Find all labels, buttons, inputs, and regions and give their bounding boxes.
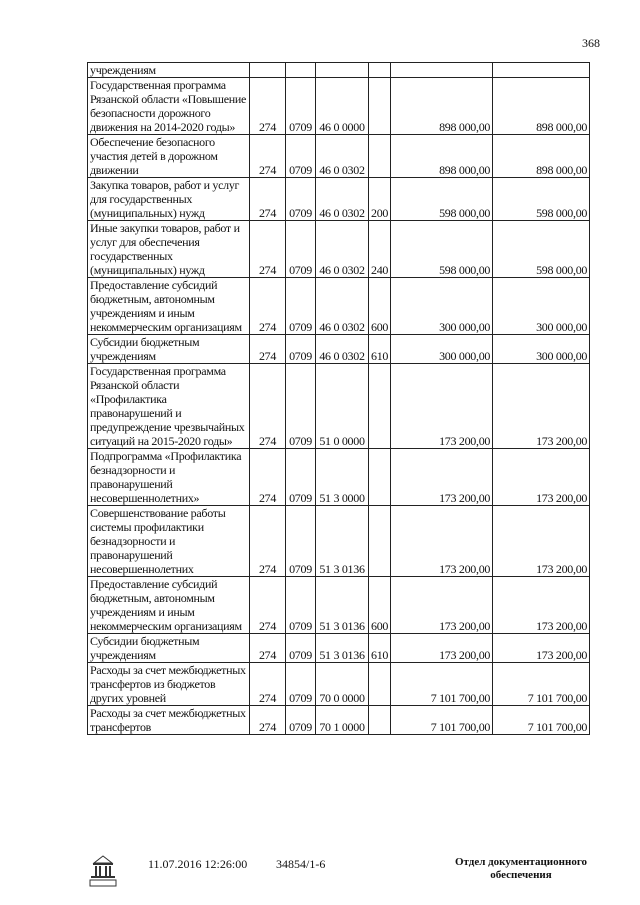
row-amount-1: 300 000,00 xyxy=(391,278,493,335)
row-section-code: 0709 xyxy=(286,506,316,577)
row-expense-type: 200 xyxy=(369,178,391,221)
row-target-code: 46 0 0302 xyxy=(316,221,369,278)
row-section-code: 0709 xyxy=(286,78,316,135)
row-admin-code: 274 xyxy=(250,278,286,335)
row-amount-2: 598 000,00 xyxy=(493,178,590,221)
row-name: Расходы за счет межбюджетных трансфертов из бюджетов других уровней xyxy=(88,663,250,706)
row-target-code: 51 3 0136 xyxy=(316,506,369,577)
row-name: Иные закупки товаров, работ и услуг для обеспечения государственных (муниципальных) нужд xyxy=(88,221,250,278)
row-name: Расходы за счет межбюджетных трансфертов xyxy=(88,706,250,735)
row-target-code: 51 0 0000 xyxy=(316,364,369,449)
row-amount-2: 173 200,00 xyxy=(493,364,590,449)
table-row xyxy=(88,663,590,706)
row-amount-1: 173 200,00 xyxy=(391,634,493,663)
row-amount-1: 7 101 700,00 xyxy=(391,663,493,706)
row-section-code: 0709 xyxy=(286,663,316,706)
row-amount-1: 898 000,00 xyxy=(391,78,493,135)
row-target-code: 46 0 0302 xyxy=(316,178,369,221)
row-admin-code: 274 xyxy=(250,663,286,706)
page-number: 368 xyxy=(582,36,600,50)
row-expense-type xyxy=(369,449,391,506)
row-target-code: 70 0 0000 xyxy=(316,663,369,706)
row-admin-code: 274 xyxy=(250,135,286,178)
row-amount-2: 173 200,00 xyxy=(493,634,590,663)
row-amount-1: 598 000,00 xyxy=(391,178,493,221)
row-target-code xyxy=(316,63,369,78)
row-amount-1: 173 200,00 xyxy=(391,506,493,577)
row-amount-1: 173 200,00 xyxy=(391,449,493,506)
row-name: Субсидии бюджетным учреждениям xyxy=(88,335,250,364)
row-amount-2: 898 000,00 xyxy=(493,135,590,178)
table-row xyxy=(88,63,590,78)
row-amount-1 xyxy=(391,63,493,78)
footer-department-line2: обеспечения xyxy=(490,869,552,881)
table-row xyxy=(88,335,590,364)
row-expense-type: 600 xyxy=(369,577,391,634)
row-name: Предоставление субсидий бюджетным, автономным учреждениям и иным некоммерческим организациям xyxy=(88,577,250,634)
row-amount-2: 7 101 700,00 xyxy=(493,706,590,735)
table-row xyxy=(88,364,590,449)
table-row xyxy=(88,278,590,335)
footer-datetime: 11.07.2016 12:26:00 xyxy=(148,857,248,871)
footer-department-line1: Отдел документационного xyxy=(454,856,588,868)
row-admin-code: 274 xyxy=(250,221,286,278)
row-name: Закупка товаров, работ и услуг для государственных (муниципальных) нужд xyxy=(88,178,250,221)
row-admin-code: 274 xyxy=(250,506,286,577)
row-section-code: 0709 xyxy=(286,449,316,506)
row-target-code: 46 0 0000 xyxy=(316,78,369,135)
page-footer xyxy=(0,854,640,894)
row-section-code: 0709 xyxy=(286,706,316,735)
row-section-code: 0709 xyxy=(286,278,316,335)
table-row xyxy=(88,221,590,278)
row-name: учреждениям xyxy=(88,63,250,78)
row-amount-2: 173 200,00 xyxy=(493,449,590,506)
row-section-code: 0709 xyxy=(286,221,316,278)
table-row xyxy=(88,78,590,135)
row-expense-type xyxy=(369,63,391,78)
row-amount-2: 898 000,00 xyxy=(493,78,590,135)
row-admin-code xyxy=(250,63,286,78)
footer-department xyxy=(436,856,606,882)
table-row xyxy=(88,135,590,178)
row-admin-code: 274 xyxy=(250,634,286,663)
row-admin-code: 274 xyxy=(250,706,286,735)
row-amount-2: 173 200,00 xyxy=(493,506,590,577)
row-target-code: 51 3 0136 xyxy=(316,577,369,634)
row-target-code: 46 0 0302 xyxy=(316,278,369,335)
row-amount-1: 300 000,00 xyxy=(391,335,493,364)
duma-building-icon xyxy=(88,854,118,888)
row-section-code: 0709 xyxy=(286,135,316,178)
row-amount-1: 173 200,00 xyxy=(391,577,493,634)
table-row xyxy=(88,577,590,634)
row-target-code: 70 1 0000 xyxy=(316,706,369,735)
row-expense-type: 600 xyxy=(369,278,391,335)
row-target-code: 51 3 0000 xyxy=(316,449,369,506)
table-row xyxy=(88,706,590,735)
table-row xyxy=(88,449,590,506)
row-section-code: 0709 xyxy=(286,178,316,221)
row-expense-type xyxy=(369,78,391,135)
row-section-code: 0709 xyxy=(286,335,316,364)
row-admin-code: 274 xyxy=(250,577,286,634)
row-name: Обеспечение безопасного участия детей в дорожном движении xyxy=(88,135,250,178)
row-amount-1: 7 101 700,00 xyxy=(391,706,493,735)
row-expense-type: 240 xyxy=(369,221,391,278)
row-expense-type xyxy=(369,135,391,178)
row-expense-type: 610 xyxy=(369,335,391,364)
row-name: Совершенствование работы системы профилактики безнадзорности и правонарушений несовершеннолетних xyxy=(88,506,250,577)
row-name: Государственная программа Рязанской области «Профилактика правонарушений и предупреждение чрезвычайных ситуаций на 2015-2020 годы» xyxy=(88,364,250,449)
row-expense-type xyxy=(369,706,391,735)
footer-doc-number: 34854/1-6 xyxy=(276,857,326,871)
table-row xyxy=(88,178,590,221)
row-admin-code: 274 xyxy=(250,78,286,135)
table-row xyxy=(88,506,590,577)
row-admin-code: 274 xyxy=(250,449,286,506)
row-target-code: 46 0 0302 xyxy=(316,135,369,178)
row-section-code: 0709 xyxy=(286,634,316,663)
row-admin-code: 274 xyxy=(250,364,286,449)
row-expense-type xyxy=(369,506,391,577)
budget-table xyxy=(87,62,590,735)
row-name: Предоставление субсидий бюджетным, автономным учреждениям и иным некоммерческим организациям xyxy=(88,278,250,335)
row-amount-1: 598 000,00 xyxy=(391,221,493,278)
row-section-code: 0709 xyxy=(286,364,316,449)
row-amount-2: 7 101 700,00 xyxy=(493,663,590,706)
row-amount-2: 300 000,00 xyxy=(493,335,590,364)
row-expense-type: 610 xyxy=(369,634,391,663)
row-amount-2: 598 000,00 xyxy=(493,221,590,278)
row-expense-type xyxy=(369,364,391,449)
row-name: Подпрограмма «Профилактика безнадзорности и правонарушений несовершеннолетних» xyxy=(88,449,250,506)
row-target-code: 51 3 0136 xyxy=(316,634,369,663)
row-name: Государственная программа Рязанской области «Повышение безопасности дорожного движения на 2014-2020 годы» xyxy=(88,78,250,135)
row-expense-type xyxy=(369,663,391,706)
row-amount-2: 300 000,00 xyxy=(493,278,590,335)
row-admin-code: 274 xyxy=(250,178,286,221)
table-row xyxy=(88,634,590,663)
row-section-code: 0709 xyxy=(286,577,316,634)
row-section-code xyxy=(286,63,316,78)
row-target-code: 46 0 0302 xyxy=(316,335,369,364)
row-admin-code: 274 xyxy=(250,335,286,364)
row-amount-2 xyxy=(493,63,590,78)
row-name: Субсидии бюджетным учреждениям xyxy=(88,634,250,663)
row-amount-1: 173 200,00 xyxy=(391,364,493,449)
row-amount-2: 173 200,00 xyxy=(493,577,590,634)
row-amount-1: 898 000,00 xyxy=(391,135,493,178)
